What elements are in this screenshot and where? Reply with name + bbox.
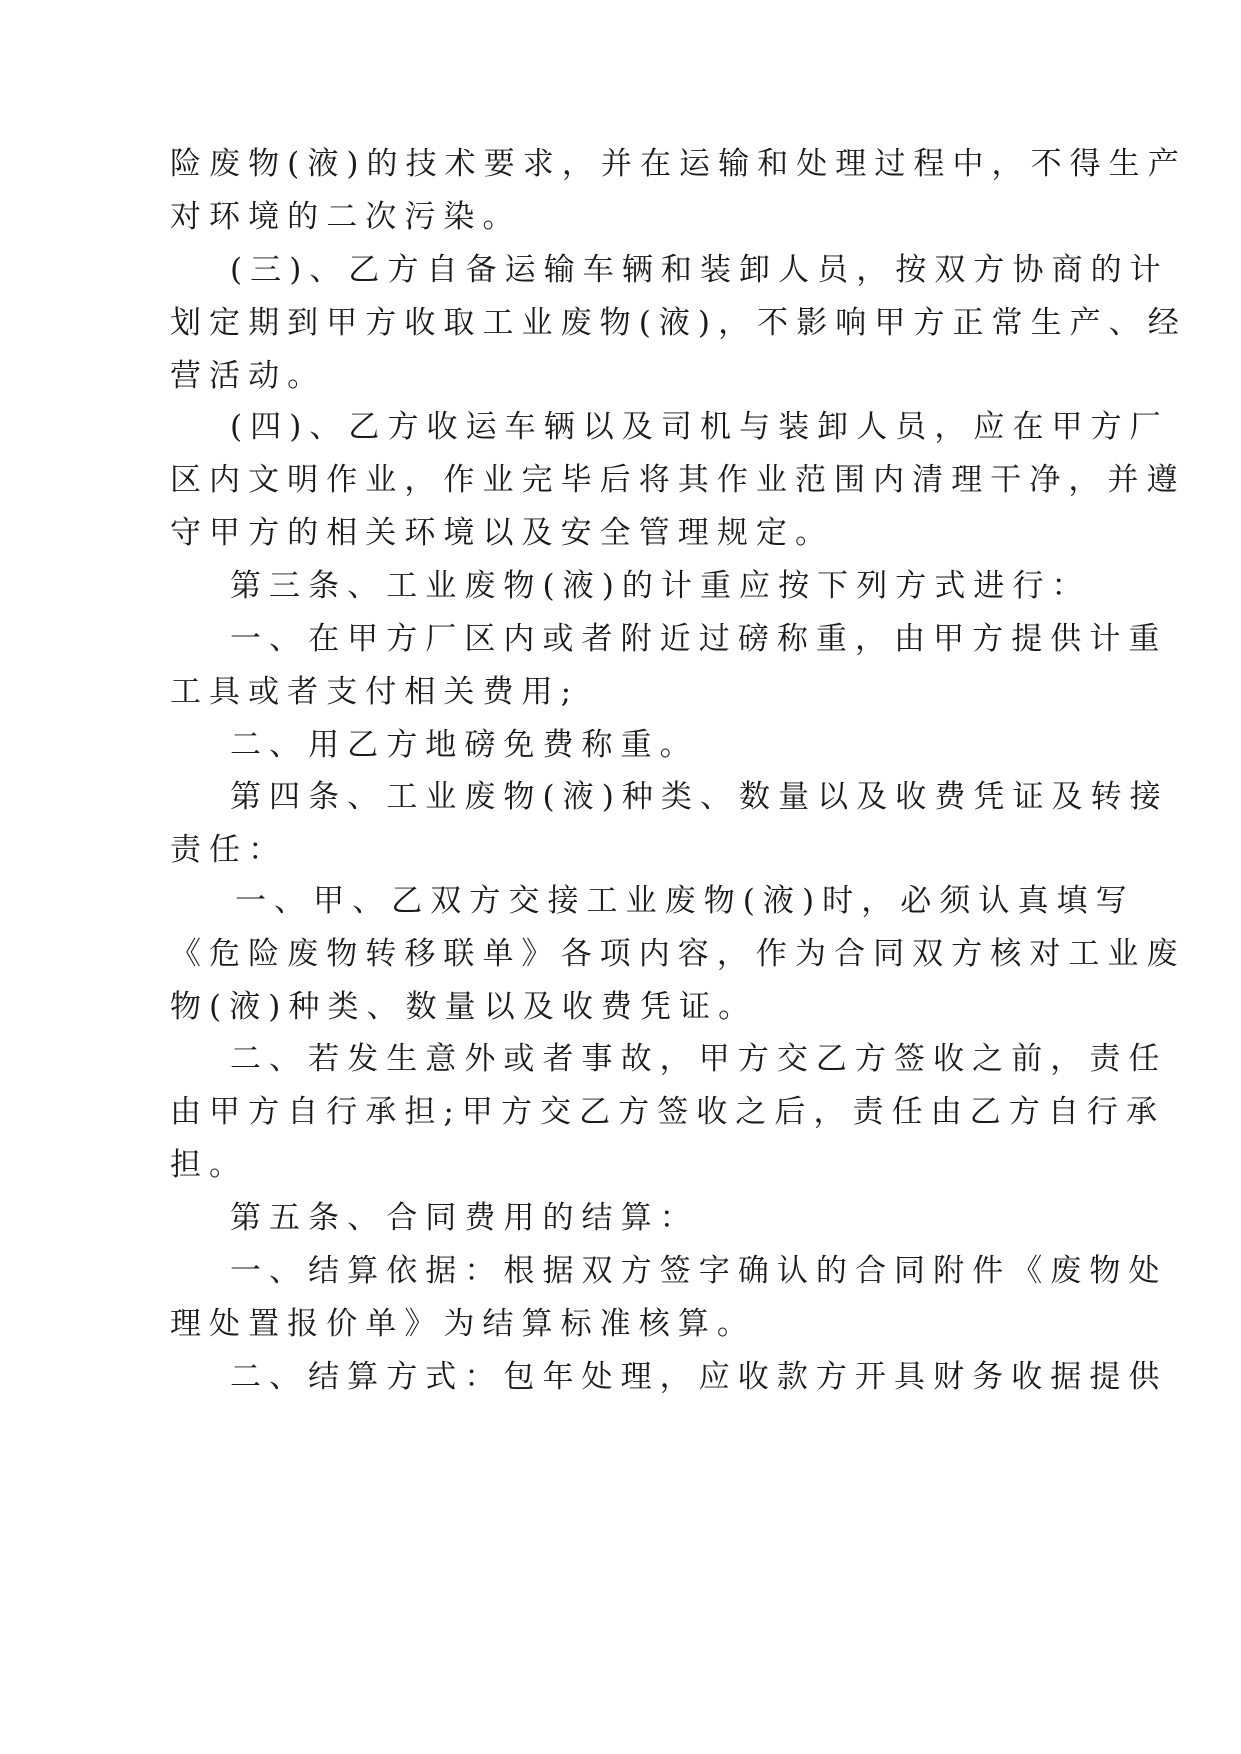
text-line: 对环境的二次污染。: [170, 199, 522, 235]
text-line: 第四条、工业废物(液)种类、数量以及收费凭证及转接: [230, 779, 1169, 815]
text-line: 第三条、工业废物(液)的计重应按下列方式进行：: [230, 568, 1091, 604]
text-line: 责任：: [170, 832, 288, 868]
text-line: 二、若发生意外或者事故，甲方交乙方签收之前，责任: [230, 1041, 1168, 1077]
text-line: 《危险废物转移联单》各项内容，作为合同双方核对工业废: [170, 936, 1186, 972]
text-line: 一、甲、乙双方交接工业废物(液)时，必须认真填写: [235, 883, 1135, 919]
text-line: 工具或者支付相关费用;: [170, 674, 580, 710]
text-line: 营活动。: [170, 358, 327, 394]
text-line: 二、结算方式：包年处理，应收款方开具财务收据提供: [230, 1359, 1168, 1395]
text-line: 二、用乙方地磅免费称重。: [230, 727, 699, 763]
text-line: 划定期到甲方收取工业废物(液)，不影响甲方正常生产、经: [170, 305, 1187, 341]
text-line: 理处置报价单》为结算标准核算。: [170, 1306, 756, 1342]
text-line: 区内文明作业，作业完毕后将其作业范围内清理干净，并遵: [170, 462, 1186, 498]
text-line: 担。: [170, 1147, 249, 1183]
text-line: 一、在甲方厂区内或者附近过磅称重，由甲方提供计重: [230, 621, 1168, 657]
text-line: 由甲方自行承担;甲方交乙方签收之后，责任由乙方自行承: [170, 1094, 1166, 1130]
text-line: 一、结算依据：根据双方签字确认的合同附件《废物处: [230, 1253, 1168, 1289]
text-line: (四)、乙方收运车辆以及司机与装卸人员，应在甲方厂: [230, 409, 1169, 445]
text-line: 物(液)种类、数量以及收费凭证。: [170, 989, 758, 1025]
text-line: 第五条、合同费用的结算：: [230, 1200, 699, 1236]
text-line: 险废物(液)的技术要求，并在运输和处理过程中，不得生产: [170, 146, 1187, 182]
text-line: (三)、乙方自备运输车辆和装卸人员，按双方协商的计: [230, 252, 1169, 288]
text-line: 守甲方的相关环境以及安全管理规定。: [170, 515, 835, 551]
